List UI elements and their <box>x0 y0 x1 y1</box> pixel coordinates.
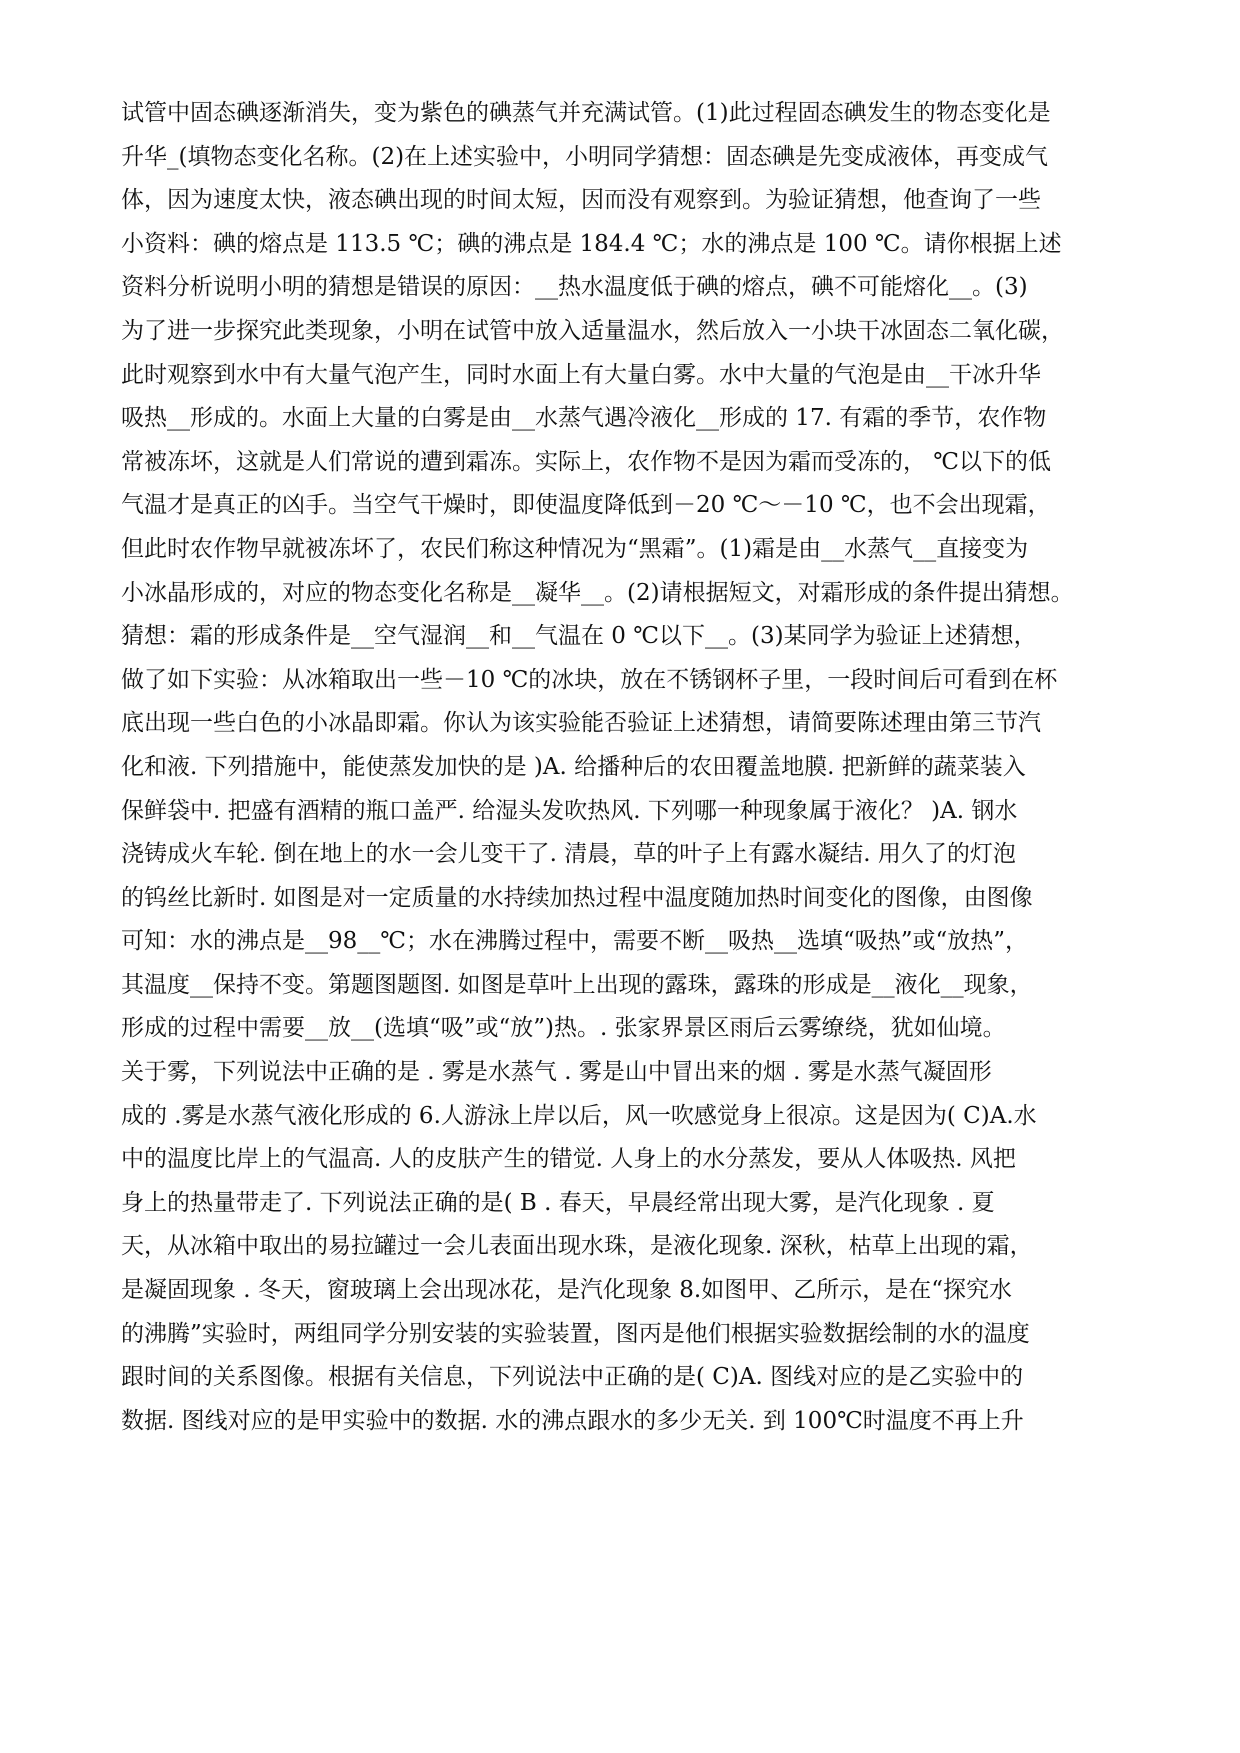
text-line: 吸热__形成的。水面上大量的白雾是由__水蒸气遇冷液化__形成的 17. 有霜的季节，农作物 <box>121 405 1047 432</box>
text-line: 身上的热量带走了. 下列说法正确的是( B . 春天，早晨经常出现大雾，是汽化现象 . 夏 <box>121 1189 995 1216</box>
text-line: 体，因为速度太快，液态碘出现的时间太短，因而没有观察到。为验证猜想，他查询了一些 <box>121 187 1041 214</box>
text-line: 可知：水的沸点是__98__℃；水在沸腾过程中，需要不断__吸热__选填“吸热”或“放热”， <box>121 928 1029 955</box>
text-line: 化和液. 下列措施中，能使蒸发加快的是 )A. 给播种后的农田覆盖地膜. 把新鲜的蔬菜装入 <box>121 753 1026 780</box>
text-line: 的沸腾”实验时，两组同学分别安装的实验装置，图丙是他们根据实验数据绘制的水的温度 <box>121 1320 1030 1347</box>
text-line: 常被冻坏，这就是人们常说的遭到霜冻。实际上，农作物不是因为霜而受冻的， ℃以下的低 <box>121 448 1052 475</box>
text-line: 天，从冰箱中取出的易拉罐过一会儿表面出现水珠，是液化现象. 深秋，枯草上出现的霜， <box>121 1233 1033 1260</box>
text-line: 试管中固态碘逐渐消失，变为紫色的碘蒸气并充满试管。(1)此过程固态碘发生的物态变化是 <box>121 100 1051 126</box>
text-line: 跟时间的关系图像。根据有关信息，下列说法中正确的是( C)A. 图线对应的是乙实验中的 <box>121 1364 1024 1391</box>
text-line: 中的温度比岸上的气温高. 人的皮肤产生的错觉. 人身上的水分蒸发，要从人体吸热. 风把 <box>121 1146 1016 1173</box>
text-line: 成的 .雾是水蒸气液化形成的 6.人游泳上岸以后，风一吹感觉身上很凉。这是因为( C)A.水 <box>121 1102 1037 1129</box>
text-line: 气温才是真正的凶手。当空气干燥时，即使温度降低到－20 ℃～－10 ℃，也不会出现霜， <box>121 492 1051 519</box>
text-line: 底出现一些白色的小冰晶即霜。你认为该实验能否验证上述猜想，请简要陈述理由第三节汽 <box>121 710 1041 737</box>
text-line: 做了如下实验：从冰箱取出一些－10 ℃的冰块，放在不锈钢杯子里，一段时间后可看到在杯 <box>121 666 1058 693</box>
text-line: 小冰晶形成的，对应的物态变化名称是__凝华__。(2)请根据短文，对霜形成的条件提出猜想。 <box>121 579 1074 606</box>
text-line: 升华_(填物态变化名称。(2)在上述实验中，小明同学猜想：固态碘是先变成液体，再变成气 <box>121 143 1049 170</box>
text-line: 关于雾，下列说法中正确的是 . 雾是水蒸气 . 雾是山中冒出来的烟 . 雾是水蒸气凝固形 <box>121 1059 992 1086</box>
text-line: 为了进一步探究此类现象，小明在试管中放入适量温水，然后放入一小块干冰固态二氧化碳， <box>121 317 1064 344</box>
text-line: 猜想：霜的形成条件是__空气湿润__和__气温在 0 ℃以下__。(3)某同学为验证上述猜想， <box>121 623 1037 650</box>
text-line: 数据. 图线对应的是甲实验中的数据. 水的沸点跟水的多少无关. 到 100℃时温度不再上升 <box>121 1407 1024 1434</box>
text-line: 但此时农作物早就被冻坏了，农民们称这种情况为“黑霜”。(1)霜是由__水蒸气__直接变为 <box>121 535 1029 562</box>
text-line: 是凝固现象 . 冬天，窗玻璃上会出现冰花，是汽化现象 8.如图甲、乙所示，是在“探究水 <box>121 1277 1012 1304</box>
text-line: 此时观察到水中有大量气泡产生，同时水面上有大量白雾。水中大量的气泡是由__干冰升华 <box>121 361 1041 388</box>
text-line: 小资料：碘的熔点是 113.5 ℃；碘的沸点是 184.4 ℃；水的沸点是 100 ℃。请你根据上述 <box>121 230 1062 257</box>
text-line: 形成的过程中需要__放__(选填“吸”或“放”)热。. 张家界景区雨后云雾缭绕，犹如仙境。 <box>121 1015 1006 1042</box>
text-line: 其温度__保持不变。第题图题图. 如图是草叶上出现的露珠，露珠的形成是__液化__现象， <box>121 971 1033 998</box>
document-body <box>121 92 1131 1443</box>
text-line: 的钨丝比新时. 如图是对一定质量的水持续加热过程中温度随加热时间变化的图像，由图像 <box>121 884 1033 911</box>
text-line: 浇铸成火车轮. 倒在地上的水一会儿变干了. 清晨，草的叶子上有露水凝结. 用久了的灯泡 <box>121 841 1016 868</box>
text-line: 资料分析说明小明的猜想是错误的原因：__热水温度低于碘的熔点，碘不可能熔化__。(3) <box>121 274 1028 301</box>
text-line: 保鲜袋中. 把盛有酒精的瓶口盖严. 给湿头发吹热风. 下列哪一种现象属于液化？ )A. 钢水 <box>121 797 1018 824</box>
